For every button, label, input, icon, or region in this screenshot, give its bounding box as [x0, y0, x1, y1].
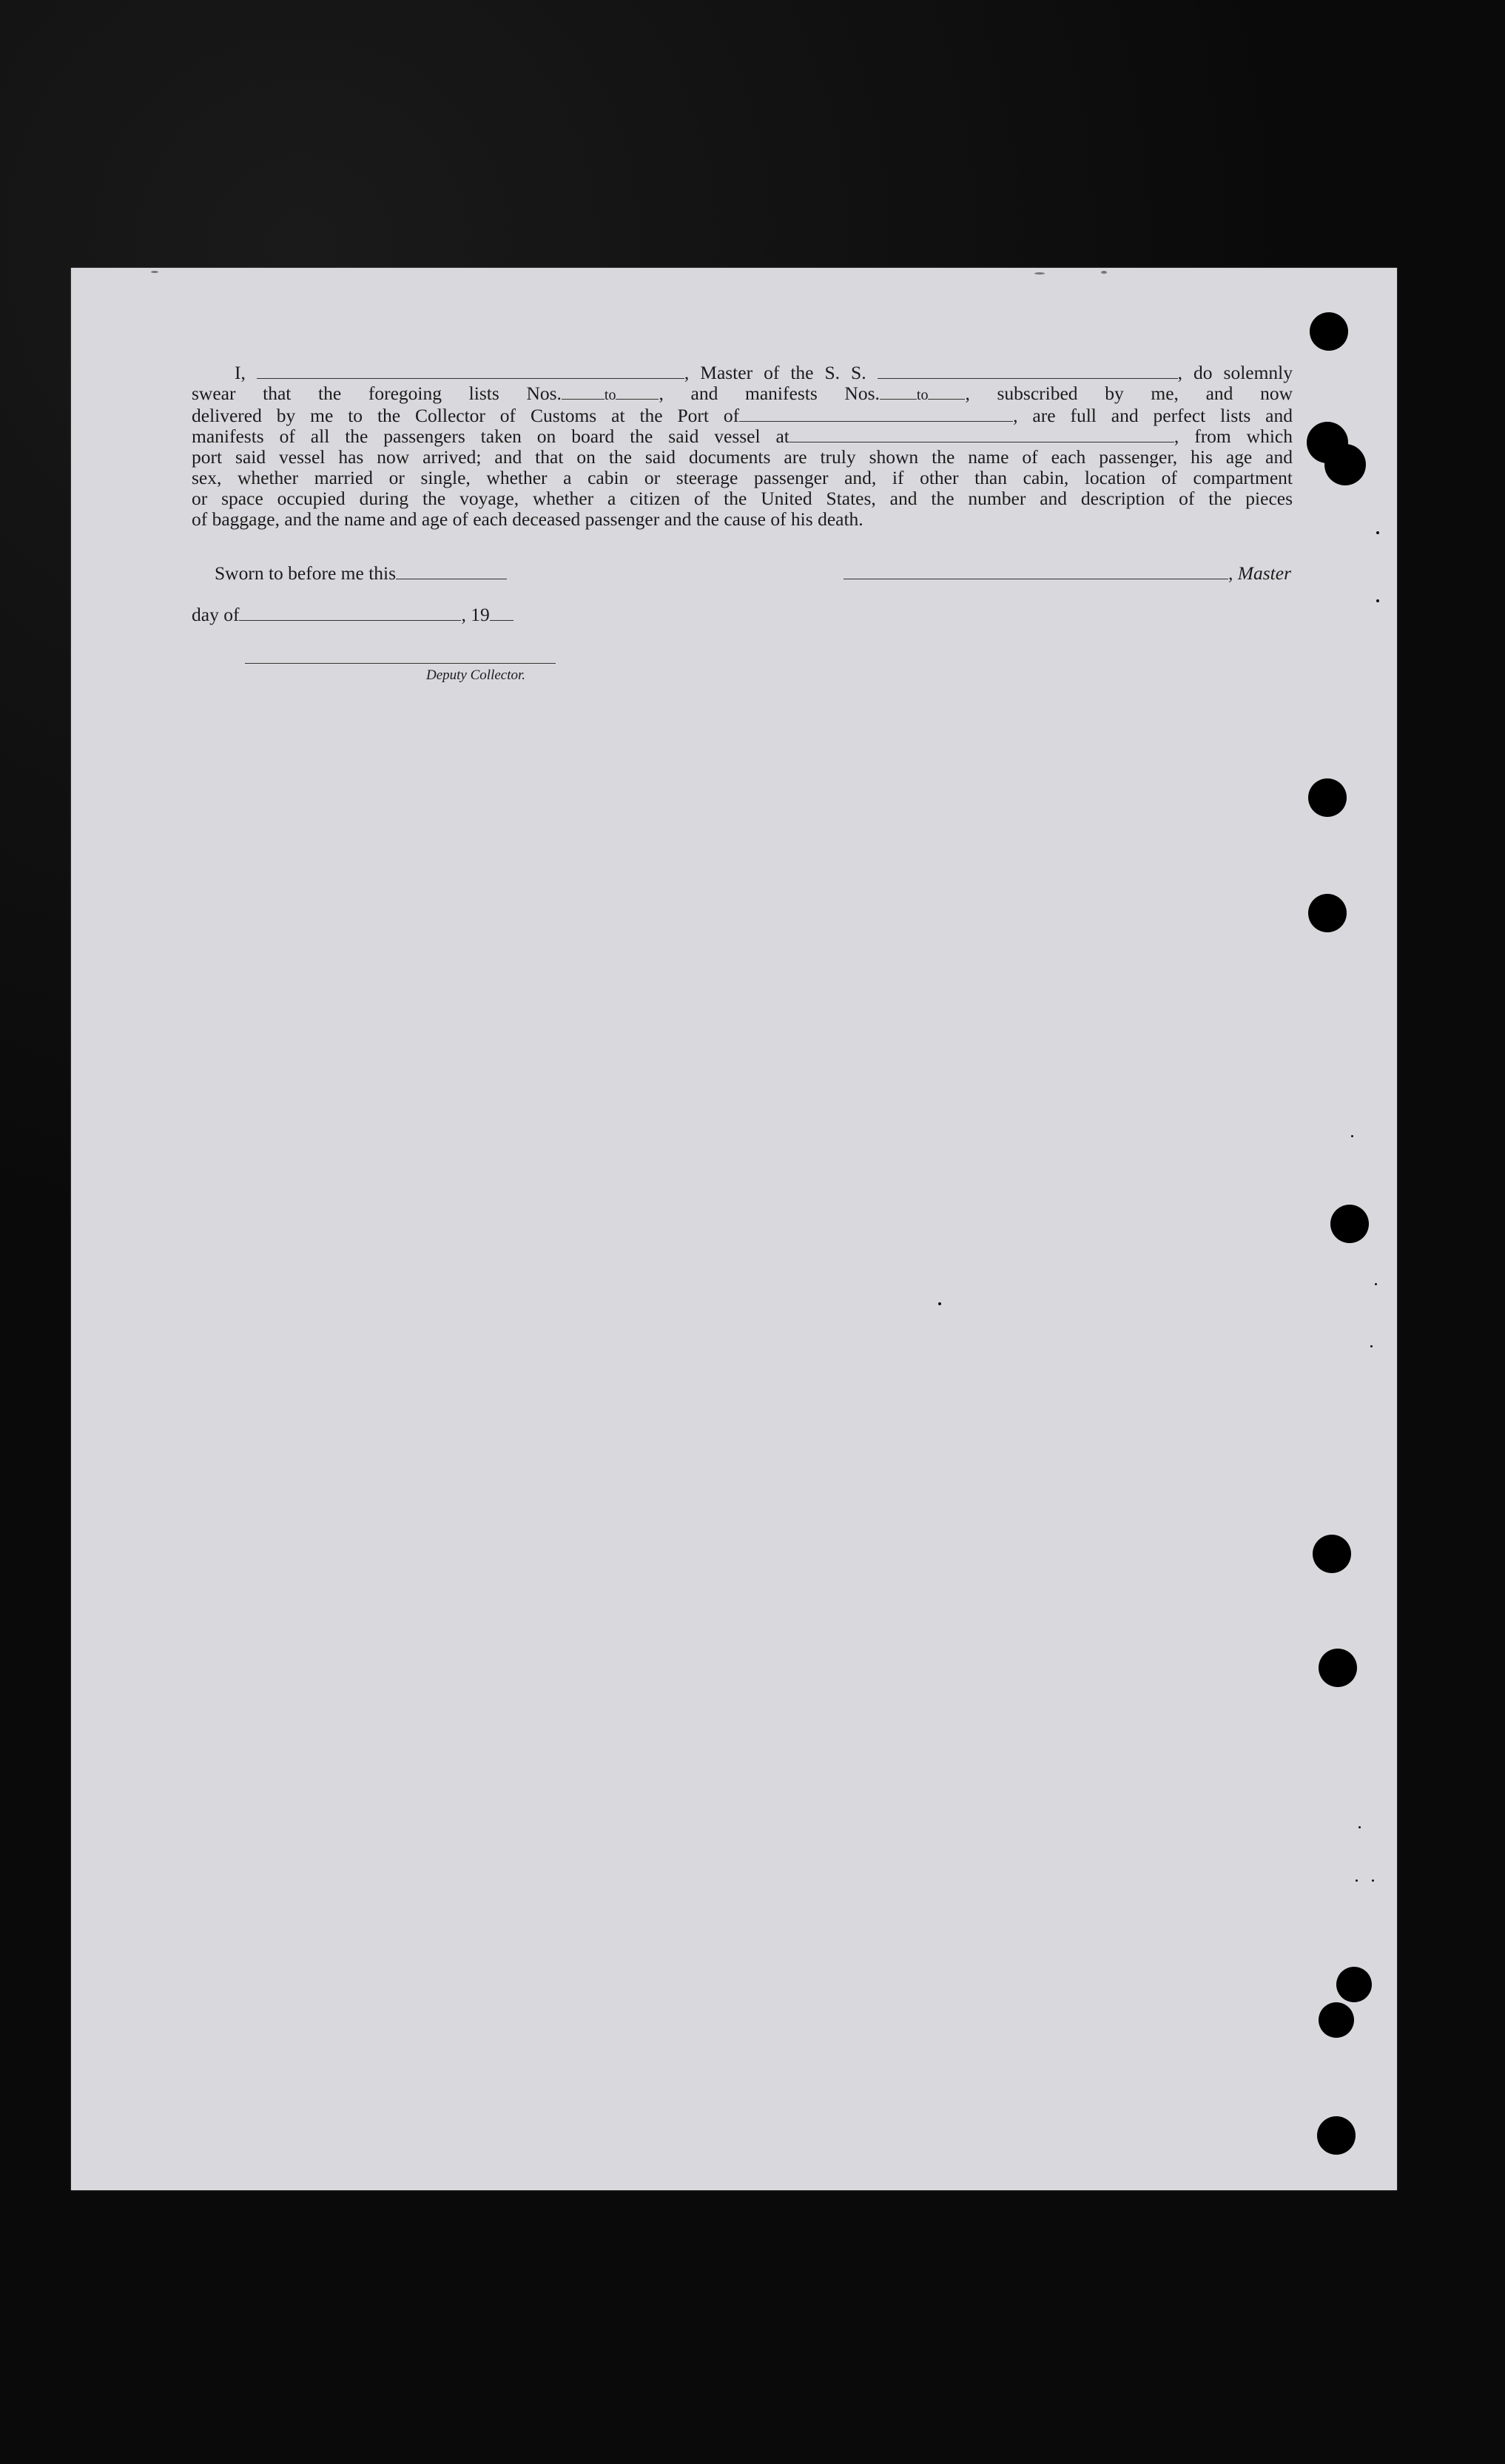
scan-speck [1370, 1345, 1373, 1347]
oath-line-5: port said vessel has now arrived; and that on the said documents are truly shown the name of each passenger, his age and [192, 446, 1293, 468]
punch-hole [1319, 1649, 1357, 1687]
scan-speck [1376, 531, 1379, 534]
ship-name-blank [878, 363, 1178, 379]
manifest-page [71, 268, 1397, 2190]
oath-line-3: delivered by me to the Collector of Customs at the Port of , are full and perfect lists and [192, 405, 1293, 426]
punch-hole [1330, 1205, 1369, 1243]
lists-from-blank [562, 384, 605, 400]
punch-hole [1310, 312, 1348, 351]
year-blank [490, 605, 514, 621]
master-signature: , Master [844, 562, 1291, 585]
scan-speck [938, 1302, 941, 1305]
punch-hole [1313, 1535, 1351, 1573]
scan-speck [151, 271, 158, 273]
port-blank [739, 406, 1013, 422]
scan-speck [1376, 599, 1379, 602]
oath-line-1: I, , Master of the S. S. , do solemnly [235, 362, 1293, 383]
deputy-collector-label: Deputy Collector. [426, 667, 526, 683]
deputy-signature-line [245, 663, 556, 664]
punch-hole [1319, 2002, 1354, 2038]
scan-speck [1351, 1135, 1353, 1137]
master-signature-blank [844, 564, 1228, 579]
master-name-blank [257, 363, 684, 379]
scan-speck [1034, 272, 1045, 275]
sworn-day-blank [396, 564, 507, 579]
punch-hole [1317, 2116, 1356, 2155]
manifests-from-blank [880, 384, 917, 400]
punch-hole [1324, 444, 1366, 485]
oath-line-7: or space occupied during the voyage, whether a citizen of the United States, and the number and description of the pieces [192, 488, 1293, 509]
oath-line-6: sex, whether married or single, whether a cabin or steerage passenger and, if other than cabin, location of compartment [192, 467, 1293, 488]
oath-line-8: of baggage, and the name and age of each deceased passenger and the cause of his death. [192, 508, 863, 530]
oath-line-2: swear that the foregoing lists Nos. to , and manifests Nos. to , subscribed by me, and now [192, 383, 1293, 404]
manifests-to-blank [928, 384, 965, 400]
day-of-line: day of , 19 [192, 604, 514, 626]
punch-hole [1336, 1967, 1372, 2002]
embarkation-blank [789, 427, 1174, 442]
scan-speck [1372, 1879, 1374, 1882]
scan-speck [1358, 1826, 1361, 1828]
month-blank [239, 605, 461, 621]
oath-line-4: manifests of all the passengers taken on board the said vessel at , from which [192, 425, 1293, 447]
scan-speck [1101, 271, 1107, 274]
punch-hole [1308, 778, 1347, 817]
sworn-statement: Sworn to before me this [215, 562, 507, 585]
punch-hole [1308, 894, 1347, 932]
oath-paragraph [192, 363, 1293, 530]
scan-speck [1375, 1283, 1377, 1285]
lists-to-blank [616, 384, 659, 400]
scan-speck [1356, 1879, 1358, 1882]
